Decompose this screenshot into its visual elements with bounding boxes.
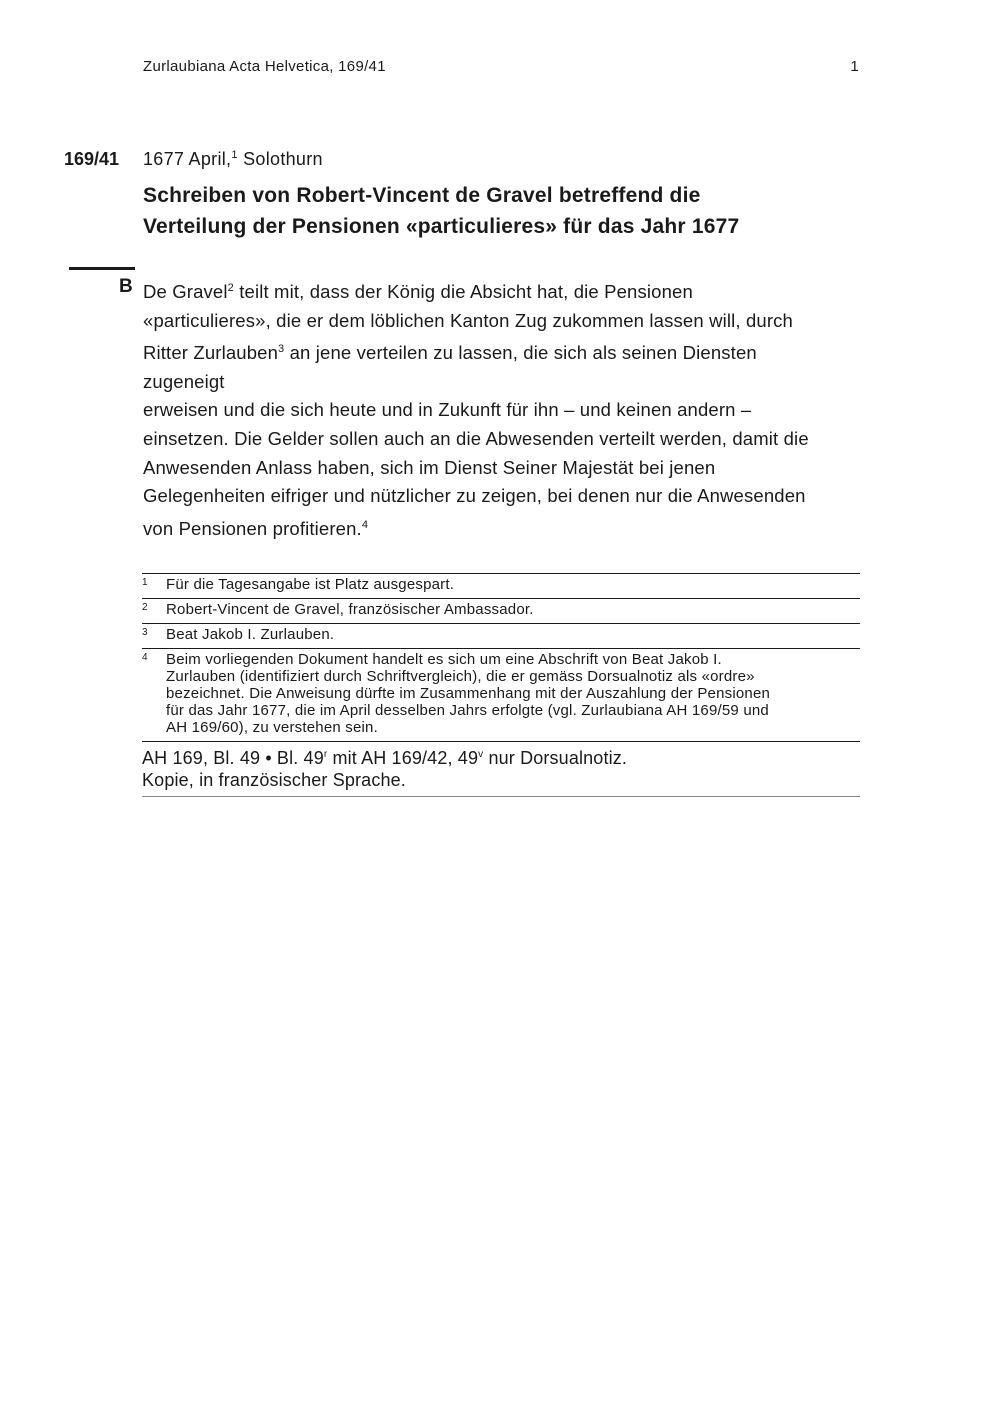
footnote-ref-4: 4 — [361, 518, 369, 531]
body-line: von Pensionen profitieren.$^4$ — [143, 517, 369, 539]
title-line-1: Schreiben von Robert-Vincent de Gravel betreffend die — [143, 184, 701, 207]
footnote-number: 1 — [142, 577, 148, 588]
body-line: Ritter Zurlauben$^3$ an jene verteilen zu lassen, die sich als seinen Diensten — [143, 342, 757, 364]
date-text: 1677 April, — [143, 149, 232, 169]
document-number: 169/41 — [64, 149, 120, 169]
title-line-2: Verteilung der Pensionen «particulieres» für das Jahr 1677 — [143, 215, 740, 238]
footnote-2 — [142, 598, 860, 623]
footnote-ref-2: 2 — [227, 282, 234, 294]
body-line: zugeneigt — [143, 370, 225, 392]
footnote-text: Robert-Vincent de Gravel, französischer Ambassador. — [166, 601, 534, 618]
body-line: De Gravel$^2$ teilt mit, dass der König die Absicht hat, die Pensionen — [143, 281, 693, 302]
footnote-text: Für die Tagesangabe ist Platz ausgespart. — [166, 576, 455, 593]
date-place-line — [143, 149, 323, 170]
body-line: erweisen und die sich heute und in Zukunft für ihn – und keinen andern – — [143, 399, 752, 421]
document-title — [143, 180, 859, 242]
footnote-3 — [142, 623, 860, 648]
footnote-4 — [142, 648, 860, 741]
footnotes — [142, 573, 860, 797]
source-line-2: Kopie, in französischer Sprache. — [142, 770, 406, 790]
source-line-1: AH 169, Bl. 49 • Bl. 49$^r$ mit AH 169/42, 49$^v$ nur Dorsualnotiz. — [142, 748, 628, 768]
running-header — [143, 58, 859, 75]
footnote-number: 2 — [142, 602, 148, 613]
section-marker: B — [119, 276, 133, 297]
footnote-text: Beim vorliegenden Dokument handelt es sich um eine Abschrift von Beat Jakob I. — [166, 651, 722, 668]
body-line: einsetzen. Die Gelder sollen auch an die Abwesenden verteilt werden, damit die — [143, 427, 809, 449]
footnote-number: 3 — [142, 627, 148, 638]
page-number: 1 — [850, 58, 859, 75]
footnote-text: für das Jahr 1677, die im April desselben Jahrs erfolgte (vgl. Zurlaubiana AH 169/59 und — [166, 702, 769, 719]
place-text: Solothurn — [237, 149, 323, 169]
footnote-number: 4 — [142, 652, 148, 663]
footnote-text: AH 169/60), zu verstehen sein. — [166, 719, 378, 736]
footnote-text: Beat Jakob I. Zurlauben. — [166, 626, 335, 643]
footnote-ref-1: 1 — [231, 149, 238, 161]
footnote-text: bezeichnet. Die Anweisung dürfte im Zusammenhang mit der Auszahlung der Pensionen — [166, 685, 771, 702]
section-rule — [69, 267, 135, 270]
footnote-text: Zurlauben (identifiziert durch Schriftvergleich), die er gemäss Dorsualnotiz als «ordre» — [166, 668, 755, 685]
footnote-1 — [142, 573, 860, 598]
body-line: Anwesenden Anlass haben, sich im Dienst Seiner Majestät bei jenen — [143, 456, 716, 478]
footnote-ref-3: 3 — [278, 343, 285, 356]
running-title: Zurlaubiana Acta Helvetica, 169/41 — [143, 58, 386, 75]
body-line: Gelegenheiten eifriger und nützlicher zu zeigen, bei denen nur die Anwesenden — [143, 485, 806, 507]
regest-body — [143, 274, 863, 543]
body-line: «particulieres», die er dem löblichen Kanton Zug zukommen lassen will, durch — [143, 309, 793, 331]
source-note — [142, 741, 860, 797]
